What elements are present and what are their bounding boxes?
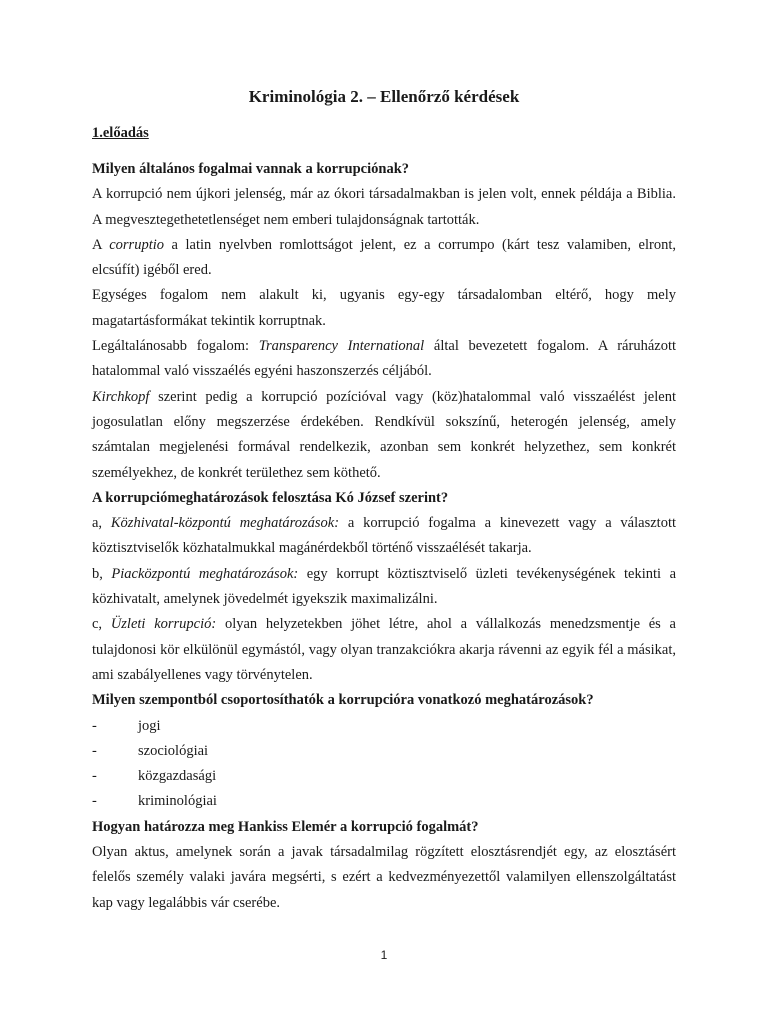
paragraph: A corruptio a latin nyelvben romlottságot jelent, ez a corrumpo (kárt tesz valamiben, elront, elcsúfít) igéből ered. [92,236,676,279]
paragraph: Olyan aktus, amelynek során a javak társadalmilag rögzített elosztásrendjét egy, az elosztásért felelős személy valaki javára megsérti, s ezért a kedvezményezettől valamilyen ellenszolgáltatást kap vagy legalábbis vár cserébe. [92,844,676,911]
paragraph: A korrupció nem újkori jelenség, már az ókori társadalmakban is jelen volt, ennek példája a Biblia. A megvesztegethetetlenséget nem emberi tulajdonságnak tartották. [92,186,676,228]
document-title: Kriminológia 2. – Ellenőrző kérdések [248,87,520,106]
question-hankiss: Hogyan határozza meg Hankiss Elemér a korrupció fogalmát? [92,818,479,835]
question-grouping: Milyen szempontból csoportosíthatók a korrupcióra vonatkozó meghatározások? [92,692,594,709]
list-item: - kriminológiai [92,793,217,810]
page-number: 1 [380,948,388,962]
document-body [92,157,676,916]
paragraph: a, Közhivatal-központú meghatározások: a korrupció fogalma a kinevezett vagy a választott köztisztviselők közhatalmukkal magánérdekből történő visszaélését takarja. [92,515,676,557]
paragraph: Kirchkopf szerint pedig a korrupció pozícióval vagy (köz)hatalommal való visszaélést jelent jogosulatlan előny megszerzése érdekében. Rendkívül sokszínű, heterogén jelenség, amely számtalan megjelenési formával rendelkezik, azonban sem konkrét helyzethez, sem konkrét személyekhez, de konkrét területhez sem köthető. [92,388,676,481]
question-ko-jozsef: A korrupciómeghatározások felosztása Kó József szerint? [92,489,449,506]
paragraph: c, Üzleti korrupció: olyan helyzetekben jöhet létre, ahol a vállalkozás menedzsmentje és a tulajdonosi kör elkülönül egymástól, vagy olyan tranzakciókra akarja rávenni az egyik fél a másikat, ami szabályellenes vagy törvénytelen. [92,616,676,683]
paragraph: b, Piacközpontú meghatározások: egy korrupt köztisztviselő üzleti tevékenységének tekinti a közhivatalt, amelynek jövedelmét igyekszik maximalizálni. [92,565,676,608]
lecture-heading: 1.előadás [92,125,149,141]
list-item: - szociológiai [92,742,209,759]
paragraph: Egységes fogalom nem alakult ki, ugyanis egy-egy társadalomban eltérő, hogy mely magatartásformákat tekintik korruptnak. [92,287,676,329]
paragraph: Legáltalánosabb fogalom: Transparency International által bevezetett fogalom. A ráruházott hatalommal való visszaélés egyéni haszonszerzés céljából. [92,338,677,380]
list-item: - jogi [92,717,161,734]
list-item: - közgazdasági [92,768,217,785]
question-general-concepts: Milyen általános fogalmai vannak a korrupciónak? [92,161,410,177]
